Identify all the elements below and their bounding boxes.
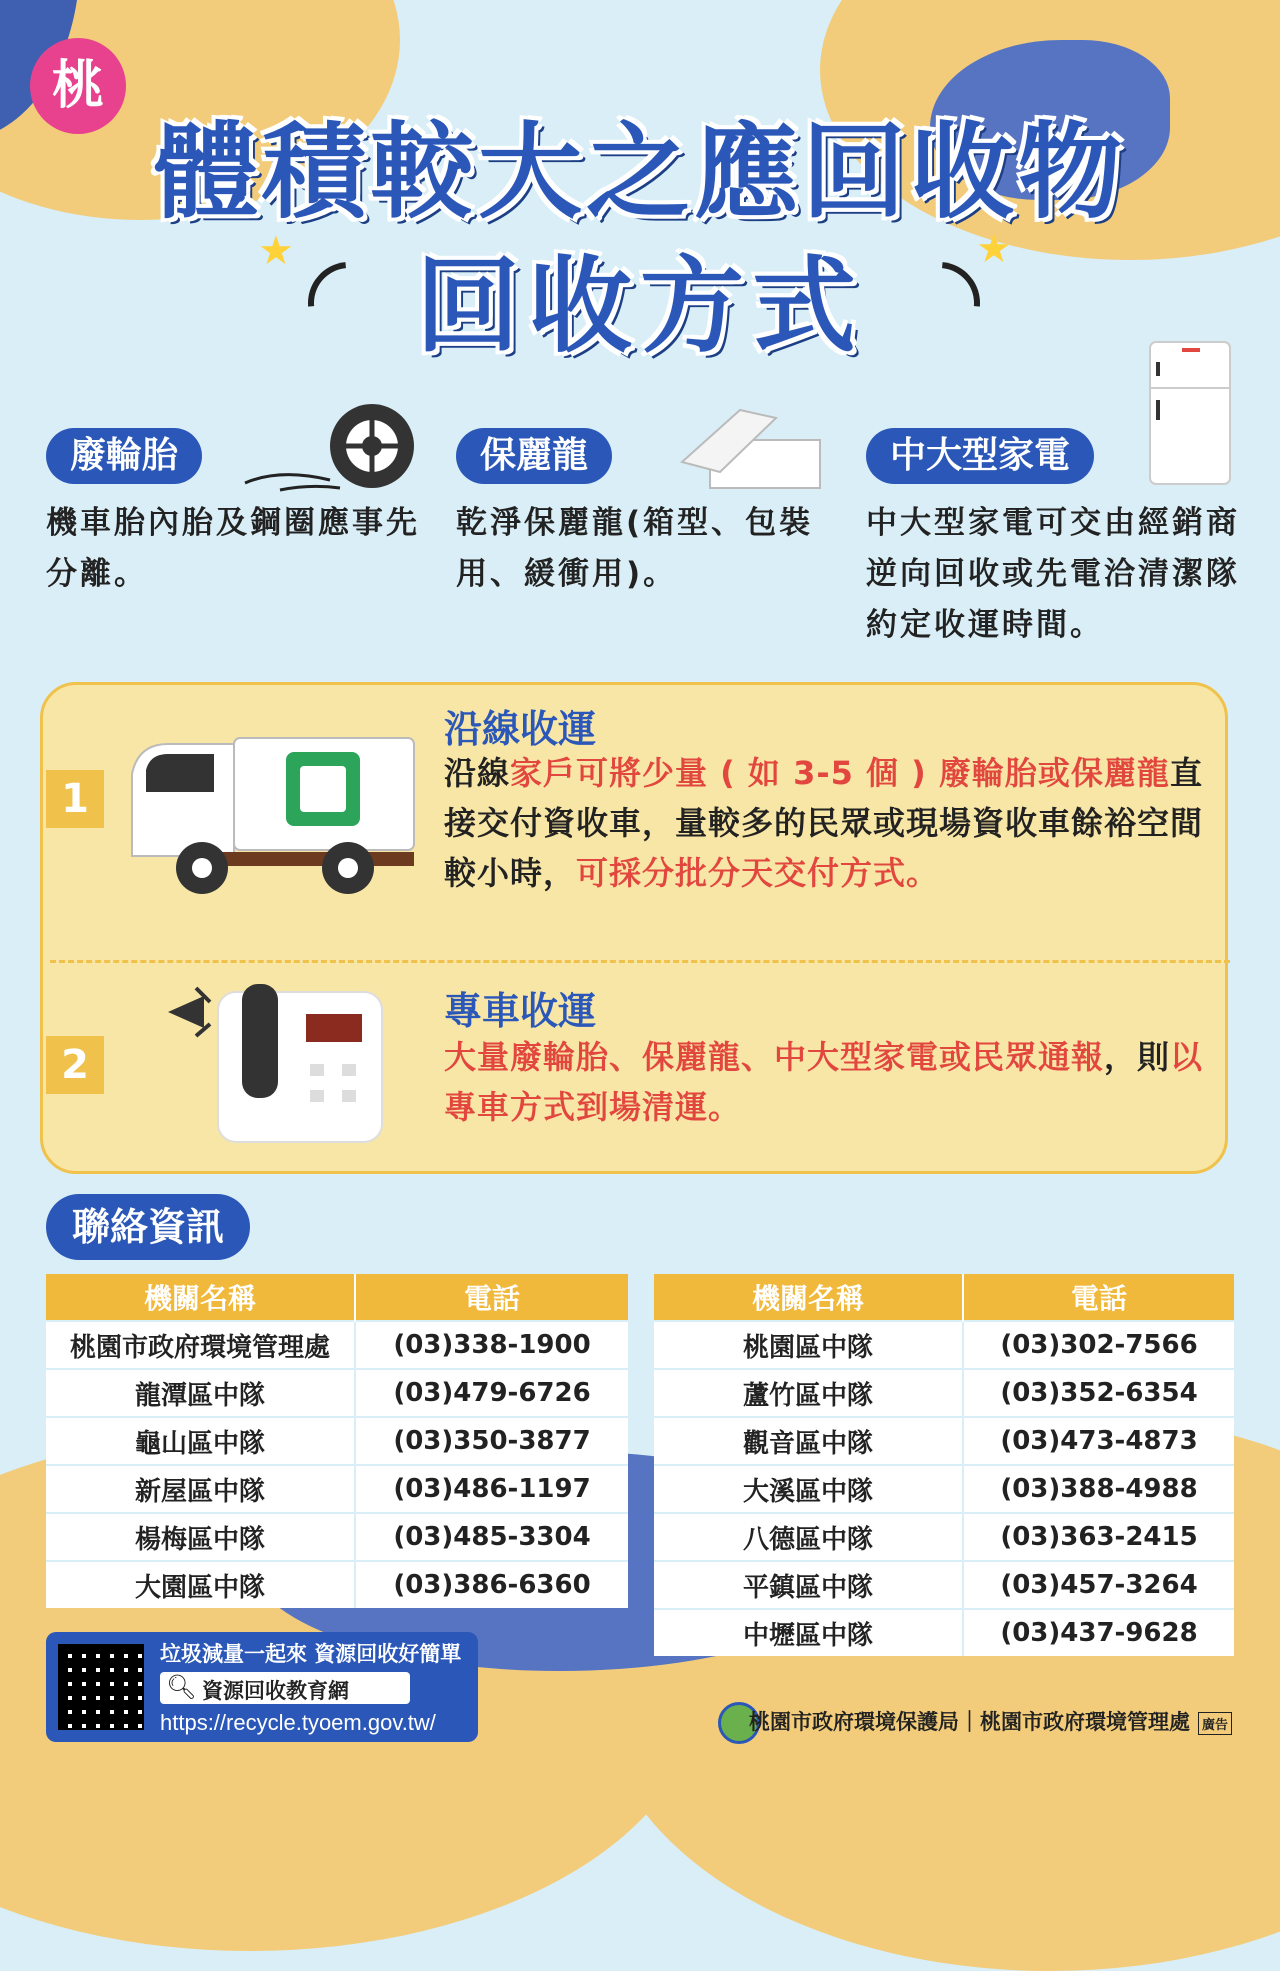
search-icon: 🔍︎ [166,1673,197,1701]
agency-name: 龍潭區中隊 [46,1369,355,1417]
table-row [654,1561,1234,1609]
column-header: 電話 [963,1274,1234,1321]
recycling-truck-icon [128,734,418,900]
table-row [654,1609,1234,1656]
website-link[interactable]: https://recycle.tyoem.gov.tw/ [160,1710,436,1735]
category-desc-appliance: 中大型家電可交由經銷商逆向回收或先電洽清潔隊約定收運時間。 [866,505,1240,643]
agency-name: 新屋區中隊 [46,1465,355,1513]
contact-title: 聯絡資訊 [46,1194,250,1260]
column-header: 機關名稱 [46,1274,355,1321]
text-segment: 直接交付資收車，量較多的民眾或現場資收車餘裕空間較小時， [444,754,1204,892]
phone-number[interactable]: (03)363-2415 [963,1513,1234,1561]
contact-table-left [46,1274,628,1608]
text-segment: 沿線 [444,754,511,792]
slogan: 垃圾減量一起來 資源回收好簡單 [160,1642,462,1666]
agency-name: 桃園市政府環境管理處 [46,1321,355,1369]
phone-number[interactable]: (03)302-7566 [963,1321,1234,1369]
table-row [654,1417,1234,1465]
category-desc-styrofoam: 乾淨保麗龍(箱型、包裝用、緩衝用)。 [456,505,814,592]
tire-icon [240,398,420,498]
text-segment: 。 [708,1088,742,1126]
phone-number[interactable]: (03)473-4873 [963,1417,1234,1465]
highlight-text: 可採分批分天交付方式 [576,854,907,892]
method-title-dedicated: 專車收運 [444,989,597,1033]
table-row [654,1465,1234,1513]
qr-code[interactable] [58,1644,144,1730]
agency-name: 中壢區中隊 [654,1609,963,1656]
agency-name: 八德區中隊 [654,1513,963,1561]
phone-number[interactable]: (03)457-3264 [963,1561,1234,1609]
phone-number[interactable]: (03)350-3877 [355,1417,628,1465]
qr-info-box [46,1632,478,1742]
contact-table-right [654,1274,1234,1656]
table-row [46,1369,628,1417]
phone-number[interactable]: (03)485-3304 [355,1513,628,1561]
agency-name: 觀音區中隊 [654,1417,963,1465]
ad-label: 廣告 [1198,1712,1232,1735]
table-row [654,1513,1234,1561]
phone-number[interactable]: (03)338-1900 [355,1321,628,1369]
highlight-text: 家戶可將少量 ( 如 3-5 個 ) 廢輪胎或保麗龍 [510,754,1170,792]
agency-name: 楊梅區中隊 [46,1513,355,1561]
phone-number[interactable]: (03)388-4988 [963,1465,1234,1513]
agency-name: 大溪區中隊 [654,1465,963,1513]
search-label: 資源回收教育網 [202,1679,349,1703]
table-row [46,1513,628,1561]
table-row [654,1321,1234,1369]
category-desc-tire: 機車胎內胎及鋼圈應事先分離。 [46,505,420,592]
telephone-icon [160,978,400,1148]
table-row [46,1465,628,1513]
category-tag-appliance: 中大型家電 [866,428,1094,484]
divider [50,960,1230,963]
table-row [654,1369,1234,1417]
agency-name: 桃園區中隊 [654,1321,963,1369]
column-header: 機關名稱 [654,1274,963,1321]
footer [749,1706,1232,1736]
star-icon: ★ [258,228,294,274]
page-subtitle: 回收方式 [415,245,864,367]
phone-number[interactable]: (03)486-1197 [355,1465,628,1513]
page-title: 體積較大之應回收物 [153,111,1126,233]
method-text-curbside [444,748,1224,898]
agency-name: 蘆竹區中隊 [654,1369,963,1417]
table-row [46,1417,628,1465]
table-row [46,1321,628,1369]
method-text-dedicated [444,1032,1224,1132]
search-box[interactable] [160,1672,410,1704]
category-tag-styrofoam: 保麗龍 [456,428,612,484]
column-header: 電話 [355,1274,628,1321]
highlight-text: 以專車方式到場清運 [444,1038,1204,1126]
phone-number[interactable]: (03)437-9628 [963,1609,1234,1656]
category-tag-tire: 廢輪胎 [46,428,202,484]
phone-number[interactable]: (03)352-6354 [963,1369,1234,1417]
text-segment: 。 [906,854,940,892]
method-title-curbside: 沿線收運 [444,707,597,751]
taoyuan-logo: 桃 [30,38,126,134]
footer-org: 桃園市政府環境保護局｜桃園市政府環境管理處 [748,1710,1190,1734]
method-number-badge: 1 [46,770,104,828]
table-row [46,1561,628,1608]
phone-number[interactable]: (03)386-6360 [355,1561,628,1608]
star-icon: ★ [976,226,1012,272]
agency-name: 平鎮區中隊 [654,1561,963,1609]
method-number-badge: 2 [46,1036,104,1094]
phone-number[interactable]: (03)479-6726 [355,1369,628,1417]
refrigerator-icon [1146,338,1236,488]
agency-name: 龜山區中隊 [46,1417,355,1465]
text-segment: ，則 [1104,1038,1171,1076]
highlight-text: 大量廢輪胎、保麗龍、中大型家電或民眾通報 [444,1038,1105,1076]
agency-name: 大園區中隊 [46,1561,355,1608]
styrofoam-box-icon [680,400,830,492]
